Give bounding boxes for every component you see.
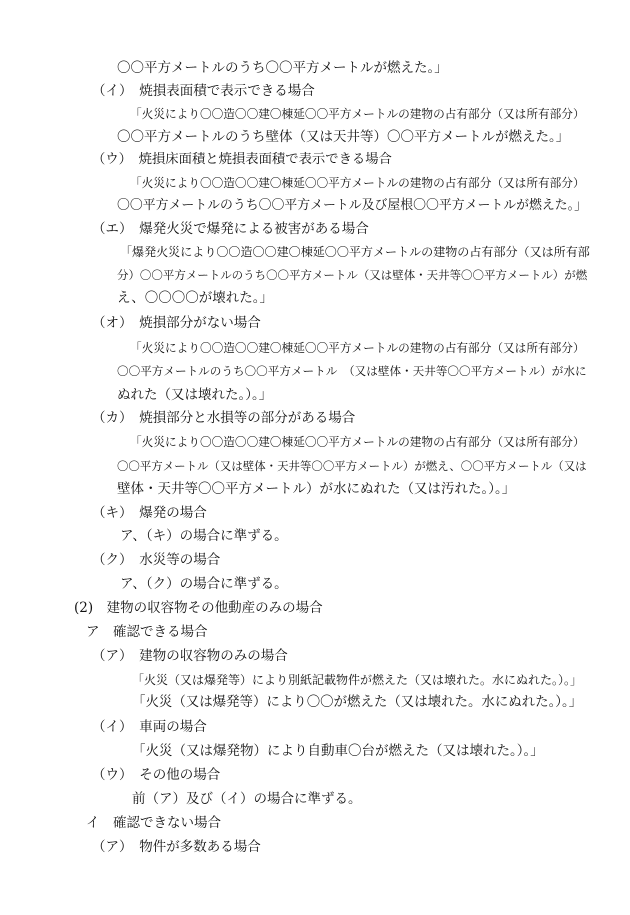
text-line: 〇〇平方メートルのうち〇〇平方メートル （又は壁体・天井等〇〇平方メートル）が水に [117, 364, 587, 378]
text-line: ア、（キ）の場合に準ずる。 [120, 528, 288, 544]
text-line: 〇〇平方メートルのうち〇〇平方メートルが燃えた。」 [117, 60, 448, 76]
text-line: ア、（ク）の場合に準ずる。 [120, 576, 288, 592]
section-heading: （ア） 物件が多数ある場合 [92, 839, 261, 855]
quote-line: 「火災により〇〇造〇〇建〇棟延〇〇平方メートルの建物の占有部分（又は所有部分） [130, 341, 585, 355]
quote-line: 「火災により〇〇造〇〇建〇棟延〇〇平方メートルの建物の占有部分（又は所有部分） [130, 107, 585, 121]
section-heading: （キ） 爆発の場合 [92, 505, 207, 521]
quote-line: 「火災（又は爆発物）により自動車〇台が燃えた（又は壊れた。）。」 [132, 743, 544, 759]
section-heading: （ウ） その他の場合 [92, 767, 221, 783]
text-line: 〇〇平方メートル（又は壁体・天井等〇〇平方メートル）が燃え、〇〇平方メートル（又は [117, 459, 587, 473]
text-line: 〇〇平方メートルのうち壁体（又は天井等）〇〇平方メートルが燃えた。」 [117, 129, 570, 145]
section-heading: （ア） 建物の収容物のみの場合 [92, 648, 288, 664]
section-heading: （ウ） 焼損床面積と焼損表面積で表示できる場合 [92, 152, 392, 167]
text-line: え、〇〇〇〇が壊れた。」 [117, 290, 274, 306]
quote-line: 「火災（又は爆発等）により〇〇が燃えた（又は壊れた。水にぬれた。）。」 [132, 695, 583, 710]
section-heading: （イ） 焼損表面積で表示できる場合 [92, 83, 315, 99]
section-heading: （カ） 焼損部分と水損等の部分がある場合 [92, 410, 356, 426]
quote-line: 「爆発火災により〇〇造〇〇建〇棟延〇〇平方メートルの建物の占有部分（又は所有部 [120, 245, 590, 259]
text-line: 壁体・天井等〇〇平方メートル）が水にぬれた（又は汚れた。）。」 [117, 481, 516, 497]
section-heading: （オ） 焼損部分がない場合 [92, 315, 261, 331]
section-heading: イ 確認できない場合 [86, 815, 221, 831]
quote-line: 「火災により〇〇造〇〇建〇棟延〇〇平方メートルの建物の占有部分（又は所有部分） [130, 435, 585, 449]
quote-line: 「火災（又は爆発等）により別紙記載物件が燃えた（又は壊れた。水にぬれた。）。」 [132, 673, 583, 687]
text-line: ぬれた（又は壊れた。）。」 [117, 387, 273, 403]
text-line: 〇〇平方メートルのうち〇〇平方メートル及び屋根〇〇平方メートルが燃えた。」 [117, 198, 587, 213]
section-heading: （エ） 爆発火災で爆発による被害がある場合 [92, 221, 369, 237]
section-heading: （ク） 水災等の場合 [92, 552, 221, 568]
section-heading: ア 確認できる場合 [86, 624, 208, 640]
text-line: 前（ア）及び（イ）の場合に準ずる。 [132, 791, 362, 807]
quote-line: 「火災により〇〇造〇〇建〇棟延〇〇平方メートルの建物の占有部分（又は所有部分） [130, 176, 585, 190]
text-line: 分）〇〇平方メートルのうち〇〇平方メートル（又は壁体・天井等〇〇平方メートル）が燃 [117, 268, 588, 282]
section-heading: （イ） 車両の場合 [92, 719, 207, 735]
section-heading: (2) 建物の収容物その他動産のみの場合 [74, 600, 323, 616]
